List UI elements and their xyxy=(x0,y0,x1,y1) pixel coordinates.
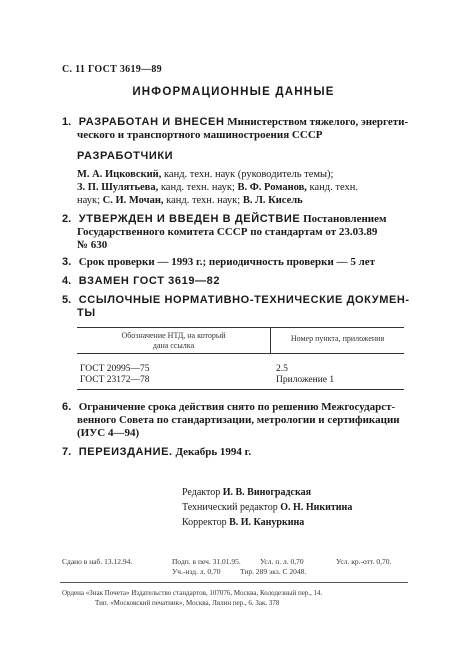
section-5 xyxy=(62,294,410,307)
section-title: ПЕРЕИЗДАНИЕ. xyxy=(78,446,173,458)
editor-line: Редактор И. В. Виноградская xyxy=(182,487,311,498)
page-header: С. 11 ГОСТ 3619—89 xyxy=(62,64,162,75)
imprint-tirage: Тир. 289 экз. С 2048. xyxy=(240,567,307,576)
imprint-signed: Подп. в печ. 31.01.95. xyxy=(172,557,241,566)
table-row-2-doc: ГОСТ 23172—78 xyxy=(80,375,150,385)
developers-title: РАЗРАБОТЧИКИ xyxy=(77,150,174,162)
section-number: 7. xyxy=(62,446,72,458)
table-header-col1: Обозначение НТД, на который дана ссылка xyxy=(121,331,226,350)
section-4 xyxy=(62,275,220,288)
imprint-sheets: Усл. п. л. 0,70 xyxy=(260,557,304,566)
developers-line-1: М. А. Ицковский, канд. техн. наук (руководитель темы); xyxy=(77,169,334,180)
section-number: 2. xyxy=(62,213,72,225)
imprint-sent: Сдано в наб. 13.12.94. xyxy=(62,557,133,566)
section-3 xyxy=(62,256,375,269)
section-number: 4. xyxy=(62,275,72,287)
table-header-border xyxy=(77,353,404,354)
section-5-continuation: ТЫ xyxy=(77,307,96,319)
section-6-continuation: венного Совета по стандартизации, метрологии и сертификации xyxy=(77,414,400,426)
imprint-printer: Тип. «Московский печатник», Москва, Лялин пер., 6. Зак. 378 xyxy=(95,599,280,607)
section-text: Срок проверки — 1993 г.; периодичность проверки — 5 лет xyxy=(78,256,376,268)
section-title: УТВЕРЖДЕН И ВВЕДЕН В ДЕЙСТВИЕ xyxy=(78,213,301,225)
table-header-col2: Номер пункта, приложения xyxy=(290,334,385,343)
section-text: Декабрь 1994 г. xyxy=(175,446,252,458)
section-title: ВЗАМЕН ГОСТ 3619—82 xyxy=(78,275,221,287)
developers-line-2: З. П. Шулятьева, канд. техн. наук; В. Ф. Романов, канд. техн. xyxy=(77,182,358,193)
section-2 xyxy=(62,213,387,226)
table-row-1-doc: ГОСТ 20995—75 xyxy=(80,364,150,374)
section-7 xyxy=(62,446,251,459)
section-6-reference: (ИУС 4—94) xyxy=(77,427,140,439)
document-title: ИНФОРМАЦИОННЫЕ ДАННЫЕ xyxy=(132,86,335,98)
developers-line-3: наук; С. И. Мочан, канд. техн. наук; В. Л. Кисель xyxy=(77,195,303,206)
section-text: Ограничение срока действия снято по решению Межгосударст- xyxy=(78,401,396,413)
table-row-2-ref: Приложение 1 xyxy=(276,375,335,385)
section-1-continuation: ческого и транспортного машиностроения СССР xyxy=(77,129,323,141)
section-title: ССЫЛОЧНЫЕ НОРМАТИВНО-ТЕХНИЧЕСКИЕ ДОКУМЕН- xyxy=(78,294,410,306)
section-2-number: № 630 xyxy=(77,239,108,251)
imprint-cr-ott: Усл. кр.-отт. 0,70. xyxy=(336,557,392,566)
section-number: 3. xyxy=(62,256,72,268)
section-2-continuation: Государственного комитета СССР по стандартам от 23.03.89 xyxy=(77,226,378,238)
section-6 xyxy=(62,401,395,414)
tech-editor-line: Технический редактор О. Н. Никитина xyxy=(182,502,353,513)
corrector-line: Корректор В. И. Кануркина xyxy=(182,517,305,528)
section-1 xyxy=(62,116,408,129)
table-row-1-ref: 2.5 xyxy=(276,364,288,374)
section-number: 1. xyxy=(62,116,72,128)
imprint-divider xyxy=(60,582,408,583)
imprint-publ: Уч.-изд. л. 0,70 xyxy=(172,567,221,576)
table-top-border xyxy=(77,327,404,328)
section-number: 6. xyxy=(62,401,72,413)
imprint-publisher: Ордена «Знак Почета» Издательство стандартов, 107076, Москва, Колодезный пер., 14. xyxy=(62,589,323,597)
section-title: РАЗРАБОТАН И ВНЕСЕН xyxy=(78,116,225,128)
section-text: Постановлением xyxy=(303,213,387,225)
table-bottom-border xyxy=(77,389,404,390)
section-text: Министерством тяжелого, энергети- xyxy=(227,116,409,128)
section-number: 5. xyxy=(62,294,72,306)
